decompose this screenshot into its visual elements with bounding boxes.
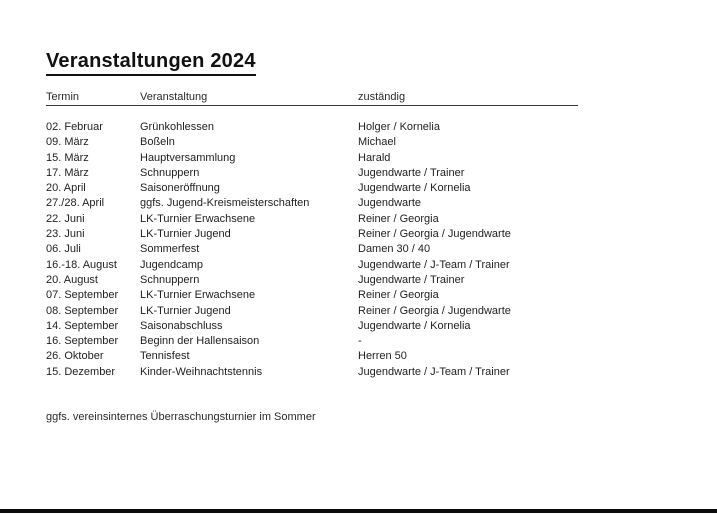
table-row [46,365,671,380]
column-header-zustaendig: zuständig [358,91,406,103]
table-row [46,304,671,319]
cell-veranstaltung: Saisoneröffnung [140,182,220,195]
cell-zustaendig: Michael [358,136,396,149]
cell-zustaendig: Reiner / Georgia [358,212,439,225]
cell-termin: 27./28. April [46,197,105,210]
cell-zustaendig: - [358,335,362,348]
cell-zustaendig: Reiner / Georgia [358,289,439,302]
cell-zustaendig: Reiner / Georgia / Jugendwarte [358,228,511,241]
cell-veranstaltung: Hauptversammlung [140,151,236,164]
cell-veranstaltung: ggfs. Jugend-Kreismeisterschaften [140,197,310,210]
cell-veranstaltung: Schnuppern [140,166,200,179]
table-row [46,151,671,166]
scan-edge-bar [0,509,717,513]
cell-zustaendig: Harald [358,151,391,164]
cell-veranstaltung: LK-Turnier Jugend [140,304,231,317]
cell-zustaendig: Jugendwarte / J-Team / Trainer [358,365,510,378]
cell-termin: 17. März [46,166,89,179]
cell-veranstaltung: LK-Turnier Jugend [140,228,231,241]
cell-veranstaltung: Saisonabschluss [140,319,223,332]
column-header-veranstaltung: Veranstaltung [140,91,208,103]
footer-note: ggfs. vereinsinternes Überraschungsturnier im Sommer [46,411,316,424]
table-row [46,166,671,181]
table-row [46,212,671,227]
column-header-termin: Termin [46,91,80,103]
table-row [46,319,671,334]
cell-veranstaltung: Kinder-Weihnachtstennis [140,365,263,378]
cell-veranstaltung: LK-Turnier Erwachsene [140,212,256,225]
cell-zustaendig: Damen 30 / 40 [358,243,431,256]
cell-termin: 15. Dezember [46,365,116,378]
cell-termin: 08. September [46,304,119,317]
cell-termin: 14. September [46,319,119,332]
cell-termin: 06. Juli [46,243,81,256]
cell-veranstaltung: Grünkohlessen [140,121,214,133]
cell-termin: 22. Juni [46,212,85,225]
cell-termin: 26. Oktober [46,350,104,363]
table-body [46,120,671,380]
cell-zustaendig: Jugendwarte / Trainer [358,166,465,179]
cell-veranstaltung: Schnuppern [140,273,200,286]
cell-veranstaltung: Boßeln [140,136,175,149]
cell-zustaendig: Reiner / Georgia / Jugendwarte [358,304,511,317]
table-row [46,227,671,242]
cell-veranstaltung: LK-Turnier Erwachsene [140,289,256,302]
cell-zustaendig: Jugendwarte / Kornelia [358,182,471,195]
cell-zustaendig: Herren 50 [358,350,407,363]
table-row [46,334,671,349]
cell-termin: 20. August [46,273,98,286]
cell-termin: 15. März [46,151,89,164]
table-row [46,181,671,196]
cell-veranstaltung: Sommerfest [140,243,200,256]
cell-zustaendig: Holger / Kornelia [358,121,440,133]
table-row [46,349,671,364]
table-row [46,273,671,288]
table-header-row [46,91,578,106]
document-content [46,50,671,423]
cell-termin: 16. September [46,335,119,348]
cell-veranstaltung: Jugendcamp [140,258,203,271]
cell-termin: 20. April [46,182,86,195]
page-title: Veranstaltungen 2024 [46,50,256,76]
cell-termin: 02. Februar [46,121,103,133]
cell-termin: 07. September [46,289,119,302]
table-row [46,242,671,257]
table-row [46,196,671,211]
table-row [46,288,671,303]
table-row [46,120,671,135]
table-row [46,258,671,273]
cell-termin: 16.-18. August [46,258,117,271]
cell-termin: 23. Juni [46,228,85,241]
cell-veranstaltung: Tennisfest [140,350,190,363]
cell-veranstaltung: Beginn der Hallensaison [140,335,260,348]
cell-zustaendig: Jugendwarte / Kornelia [358,319,471,332]
cell-zustaendig: Jugendwarte [358,197,421,210]
cell-termin: 09. März [46,136,89,149]
cell-zustaendig: Jugendwarte / J-Team / Trainer [358,258,510,271]
cell-zustaendig: Jugendwarte / Trainer [358,273,465,286]
table-row [46,135,671,150]
